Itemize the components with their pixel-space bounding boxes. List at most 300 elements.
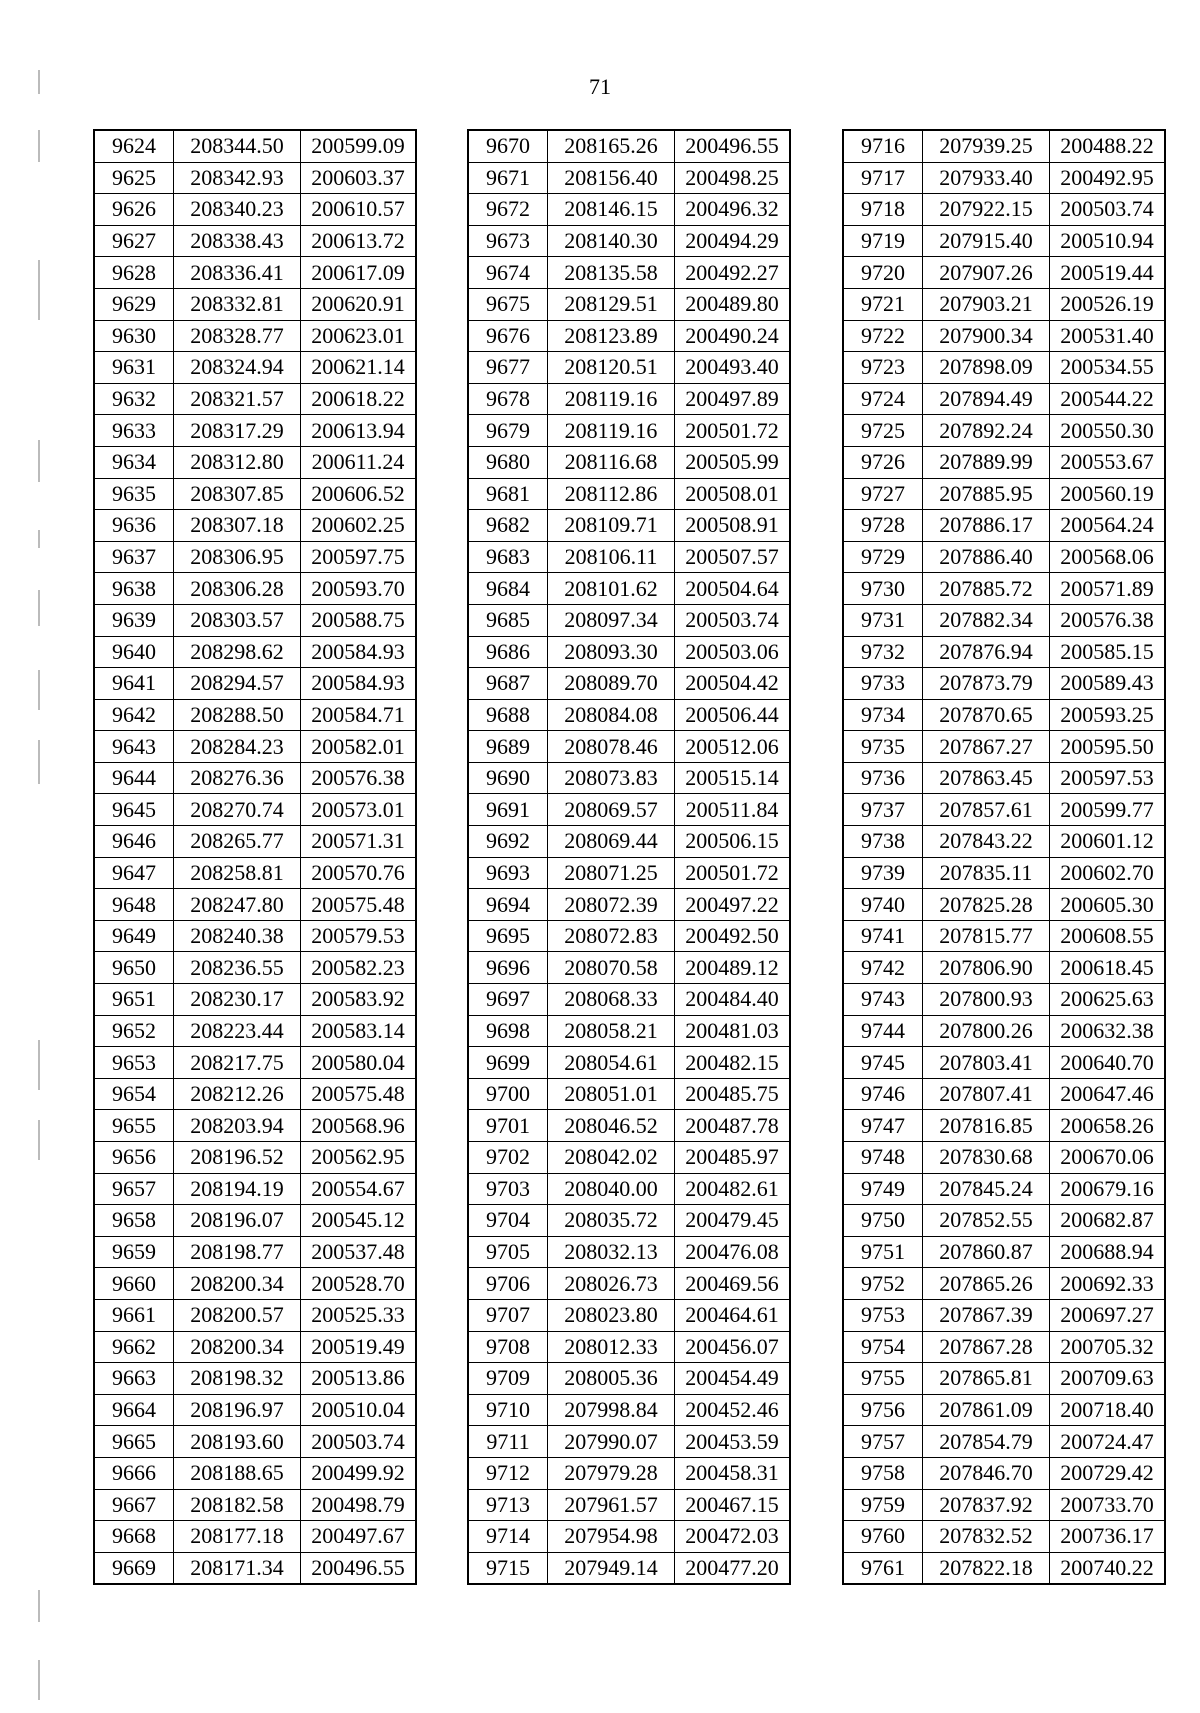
table-row <box>94 794 416 826</box>
x-coordinate-cell: 208146.15 <box>548 194 675 226</box>
table-row <box>468 920 790 952</box>
x-coordinate-cell: 208035.72 <box>548 1205 675 1237</box>
x-coordinate-cell: 207863.45 <box>923 762 1050 794</box>
table-row <box>843 1521 1165 1553</box>
point-id-cell: 9650 <box>94 952 174 984</box>
y-coordinate-cell: 200575.48 <box>301 1078 417 1110</box>
y-coordinate-cell: 200705.32 <box>1050 1331 1166 1363</box>
y-coordinate-cell: 200583.14 <box>301 1015 417 1047</box>
table-row <box>843 984 1165 1016</box>
table-row <box>468 1552 790 1584</box>
point-id-cell: 9630 <box>94 320 174 352</box>
y-coordinate-cell: 200508.01 <box>675 478 791 510</box>
y-coordinate-cell: 200729.42 <box>1050 1457 1166 1489</box>
x-coordinate-cell: 207907.26 <box>923 257 1050 289</box>
y-coordinate-cell: 200510.94 <box>1050 225 1166 257</box>
point-id-cell: 9627 <box>94 225 174 257</box>
y-coordinate-cell: 200588.75 <box>301 604 417 636</box>
point-id-cell: 9709 <box>468 1363 548 1395</box>
x-coordinate-cell: 208336.41 <box>174 257 301 289</box>
y-coordinate-cell: 200580.04 <box>301 1047 417 1079</box>
point-id-cell: 9651 <box>94 984 174 1016</box>
table-row <box>843 383 1165 415</box>
table-row <box>94 130 416 162</box>
point-id-cell: 9698 <box>468 1015 548 1047</box>
table-row <box>468 731 790 763</box>
y-coordinate-cell: 200452.46 <box>675 1394 791 1426</box>
point-id-cell: 9744 <box>843 1015 923 1047</box>
table-row <box>843 1426 1165 1458</box>
table-row <box>843 1142 1165 1174</box>
y-coordinate-cell: 200554.67 <box>301 1173 417 1205</box>
margin-mark <box>38 260 40 320</box>
y-coordinate-cell: 200472.03 <box>675 1521 791 1553</box>
point-id-cell: 9711 <box>468 1426 548 1458</box>
table-row <box>94 699 416 731</box>
y-coordinate-cell: 200496.32 <box>675 194 791 226</box>
x-coordinate-cell: 208089.70 <box>548 668 675 700</box>
y-coordinate-cell: 200583.92 <box>301 984 417 1016</box>
table-row <box>843 130 1165 162</box>
table-row <box>468 257 790 289</box>
x-coordinate-cell: 208101.62 <box>548 573 675 605</box>
x-coordinate-cell: 208307.85 <box>174 478 301 510</box>
y-coordinate-cell: 200724.47 <box>1050 1426 1166 1458</box>
table-row <box>843 415 1165 447</box>
table-row <box>94 668 416 700</box>
table-row <box>468 510 790 542</box>
y-coordinate-cell: 200490.24 <box>675 320 791 352</box>
point-id-cell: 9745 <box>843 1047 923 1079</box>
table-row <box>94 1047 416 1079</box>
table-row <box>94 1110 416 1142</box>
x-coordinate-cell: 208012.33 <box>548 1331 675 1363</box>
point-id-cell: 9740 <box>843 889 923 921</box>
table-row <box>94 352 416 384</box>
y-coordinate-cell: 200584.93 <box>301 668 417 700</box>
table-row <box>843 510 1165 542</box>
table-row <box>843 1015 1165 1047</box>
y-coordinate-cell: 200585.15 <box>1050 636 1166 668</box>
y-coordinate-cell: 200497.22 <box>675 889 791 921</box>
y-coordinate-cell: 200658.26 <box>1050 1110 1166 1142</box>
point-id-cell: 9732 <box>843 636 923 668</box>
point-id-cell: 9736 <box>843 762 923 794</box>
y-coordinate-cell: 200479.45 <box>675 1205 791 1237</box>
point-id-cell: 9691 <box>468 794 548 826</box>
x-coordinate-cell: 208340.23 <box>174 194 301 226</box>
x-coordinate-cell: 207892.24 <box>923 415 1050 447</box>
y-coordinate-cell: 200453.59 <box>675 1426 791 1458</box>
point-id-cell: 9754 <box>843 1331 923 1363</box>
x-coordinate-cell: 208240.38 <box>174 920 301 952</box>
x-coordinate-cell: 207865.81 <box>923 1363 1050 1395</box>
x-coordinate-cell: 207867.27 <box>923 731 1050 763</box>
table-row <box>843 446 1165 478</box>
point-id-cell: 9647 <box>94 857 174 889</box>
x-coordinate-cell: 207867.39 <box>923 1299 1050 1331</box>
y-coordinate-cell: 200492.50 <box>675 920 791 952</box>
x-coordinate-cell: 207800.93 <box>923 984 1050 1016</box>
y-coordinate-cell: 200718.40 <box>1050 1394 1166 1426</box>
x-coordinate-cell: 207835.11 <box>923 857 1050 889</box>
point-id-cell: 9635 <box>94 478 174 510</box>
x-coordinate-cell: 208230.17 <box>174 984 301 1016</box>
x-coordinate-cell: 207885.72 <box>923 573 1050 605</box>
table-row <box>94 162 416 194</box>
y-coordinate-cell: 200482.61 <box>675 1173 791 1205</box>
table-row <box>843 225 1165 257</box>
table-row <box>843 541 1165 573</box>
table-row <box>94 1489 416 1521</box>
table-row <box>468 1015 790 1047</box>
table-row <box>468 130 790 162</box>
table-row <box>468 1110 790 1142</box>
x-coordinate-cell: 208071.25 <box>548 857 675 889</box>
table-row <box>843 668 1165 700</box>
y-coordinate-cell: 200499.92 <box>301 1457 417 1489</box>
point-id-cell: 9689 <box>468 731 548 763</box>
table-row <box>94 478 416 510</box>
y-coordinate-cell: 200550.30 <box>1050 415 1166 447</box>
table-row <box>94 1426 416 1458</box>
table-row <box>94 194 416 226</box>
x-coordinate-cell: 207860.87 <box>923 1236 1050 1268</box>
x-coordinate-cell: 207949.14 <box>548 1552 675 1584</box>
table-row <box>468 1489 790 1521</box>
x-coordinate-cell: 207825.28 <box>923 889 1050 921</box>
point-id-cell: 9741 <box>843 920 923 952</box>
y-coordinate-cell: 200568.96 <box>301 1110 417 1142</box>
point-id-cell: 9664 <box>94 1394 174 1426</box>
x-coordinate-cell: 208306.28 <box>174 573 301 605</box>
x-coordinate-cell: 208054.61 <box>548 1047 675 1079</box>
table-row <box>468 288 790 320</box>
table-row <box>843 1552 1165 1584</box>
x-coordinate-cell: 208106.11 <box>548 541 675 573</box>
point-id-cell: 9654 <box>94 1078 174 1110</box>
point-id-cell: 9756 <box>843 1394 923 1426</box>
table-row <box>94 1299 416 1331</box>
table-row <box>94 1394 416 1426</box>
point-id-cell: 9707 <box>468 1299 548 1331</box>
point-id-cell: 9727 <box>843 478 923 510</box>
point-id-cell: 9653 <box>94 1047 174 1079</box>
table-row <box>843 162 1165 194</box>
point-id-cell: 9713 <box>468 1489 548 1521</box>
table-row <box>468 478 790 510</box>
table-row <box>843 1236 1165 1268</box>
point-id-cell: 9702 <box>468 1142 548 1174</box>
point-id-cell: 9692 <box>468 826 548 858</box>
y-coordinate-cell: 200492.95 <box>1050 162 1166 194</box>
table-row <box>468 162 790 194</box>
x-coordinate-cell: 208073.83 <box>548 762 675 794</box>
point-id-cell: 9632 <box>94 383 174 415</box>
y-coordinate-cell: 200692.33 <box>1050 1268 1166 1300</box>
point-id-cell: 9761 <box>843 1552 923 1584</box>
table-row <box>94 573 416 605</box>
point-id-cell: 9737 <box>843 794 923 826</box>
x-coordinate-cell: 208200.57 <box>174 1299 301 1331</box>
y-coordinate-cell: 200625.63 <box>1050 984 1166 1016</box>
x-coordinate-cell: 208005.36 <box>548 1363 675 1395</box>
x-coordinate-cell: 208068.33 <box>548 984 675 1016</box>
y-coordinate-cell: 200602.25 <box>301 510 417 542</box>
x-coordinate-cell: 207889.99 <box>923 446 1050 478</box>
point-id-cell: 9670 <box>468 130 548 162</box>
x-coordinate-cell: 207990.07 <box>548 1426 675 1458</box>
table-row <box>94 1552 416 1584</box>
y-coordinate-cell: 200608.55 <box>1050 920 1166 952</box>
x-coordinate-cell: 208198.32 <box>174 1363 301 1395</box>
point-id-cell: 9676 <box>468 320 548 352</box>
y-coordinate-cell: 200606.52 <box>301 478 417 510</box>
x-coordinate-cell: 207837.92 <box>923 1489 1050 1521</box>
point-id-cell: 9751 <box>843 1236 923 1268</box>
y-coordinate-cell: 200589.43 <box>1050 668 1166 700</box>
x-coordinate-cell: 208284.23 <box>174 731 301 763</box>
point-id-cell: 9684 <box>468 573 548 605</box>
point-id-cell: 9648 <box>94 889 174 921</box>
point-id-cell: 9667 <box>94 1489 174 1521</box>
x-coordinate-cell: 208217.75 <box>174 1047 301 1079</box>
point-id-cell: 9719 <box>843 225 923 257</box>
margin-mark <box>38 130 40 162</box>
y-coordinate-cell: 200697.27 <box>1050 1299 1166 1331</box>
margin-mark <box>38 530 40 548</box>
x-coordinate-cell: 207894.49 <box>923 383 1050 415</box>
table-row <box>468 1457 790 1489</box>
y-coordinate-cell: 200506.44 <box>675 699 791 731</box>
x-coordinate-cell: 208338.43 <box>174 225 301 257</box>
y-coordinate-cell: 200503.74 <box>675 604 791 636</box>
point-id-cell: 9646 <box>94 826 174 858</box>
point-id-cell: 9644 <box>94 762 174 794</box>
margin-mark <box>38 70 40 94</box>
point-id-cell: 9735 <box>843 731 923 763</box>
table-row <box>94 1142 416 1174</box>
table-row <box>468 1299 790 1331</box>
point-id-cell: 9641 <box>94 668 174 700</box>
table-row <box>843 857 1165 889</box>
table-row <box>843 826 1165 858</box>
y-coordinate-cell: 200613.72 <box>301 225 417 257</box>
point-id-cell: 9730 <box>843 573 923 605</box>
x-coordinate-cell: 208119.16 <box>548 383 675 415</box>
point-id-cell: 9671 <box>468 162 548 194</box>
table-row <box>843 257 1165 289</box>
table-row <box>843 320 1165 352</box>
table-row <box>843 1363 1165 1395</box>
point-id-cell: 9683 <box>468 541 548 573</box>
point-id-cell: 9746 <box>843 1078 923 1110</box>
point-id-cell: 9669 <box>94 1552 174 1584</box>
table-row <box>468 446 790 478</box>
y-coordinate-cell: 200688.94 <box>1050 1236 1166 1268</box>
y-coordinate-cell: 200621.14 <box>301 352 417 384</box>
x-coordinate-cell: 208023.80 <box>548 1299 675 1331</box>
y-coordinate-cell: 200568.06 <box>1050 541 1166 573</box>
x-coordinate-cell: 208129.51 <box>548 288 675 320</box>
table-row <box>468 1173 790 1205</box>
point-id-cell: 9750 <box>843 1205 923 1237</box>
point-id-cell: 9755 <box>843 1363 923 1395</box>
x-coordinate-cell: 208344.50 <box>174 130 301 162</box>
x-coordinate-cell: 207822.18 <box>923 1552 1050 1584</box>
x-coordinate-cell: 208042.02 <box>548 1142 675 1174</box>
y-coordinate-cell: 200506.15 <box>675 826 791 858</box>
point-id-cell: 9752 <box>843 1268 923 1300</box>
point-id-cell: 9656 <box>94 1142 174 1174</box>
point-id-cell: 9678 <box>468 383 548 415</box>
point-id-cell: 9703 <box>468 1173 548 1205</box>
y-coordinate-cell: 200501.72 <box>675 857 791 889</box>
x-coordinate-cell: 208312.80 <box>174 446 301 478</box>
table-row <box>468 1078 790 1110</box>
y-coordinate-cell: 200485.97 <box>675 1142 791 1174</box>
y-coordinate-cell: 200599.09 <box>301 130 417 162</box>
table-row <box>468 668 790 700</box>
table-row <box>94 1268 416 1300</box>
y-coordinate-cell: 200599.77 <box>1050 794 1166 826</box>
point-id-cell: 9640 <box>94 636 174 668</box>
table-row <box>468 383 790 415</box>
point-id-cell: 9699 <box>468 1047 548 1079</box>
x-coordinate-cell: 207815.77 <box>923 920 1050 952</box>
point-id-cell: 9742 <box>843 952 923 984</box>
y-coordinate-cell: 200603.37 <box>301 162 417 194</box>
x-coordinate-cell: 207876.94 <box>923 636 1050 668</box>
y-coordinate-cell: 200733.70 <box>1050 1489 1166 1521</box>
x-coordinate-cell: 208288.50 <box>174 699 301 731</box>
margin-mark <box>38 440 40 482</box>
x-coordinate-cell: 207870.65 <box>923 699 1050 731</box>
point-id-cell: 9739 <box>843 857 923 889</box>
point-id-cell: 9718 <box>843 194 923 226</box>
y-coordinate-cell: 200582.01 <box>301 731 417 763</box>
y-coordinate-cell: 200496.55 <box>301 1552 417 1584</box>
point-id-cell: 9685 <box>468 604 548 636</box>
point-id-cell: 9657 <box>94 1173 174 1205</box>
point-id-cell: 9758 <box>843 1457 923 1489</box>
table-row <box>94 1363 416 1395</box>
table-row <box>843 699 1165 731</box>
y-coordinate-cell: 200611.24 <box>301 446 417 478</box>
point-id-cell: 9714 <box>468 1521 548 1553</box>
y-coordinate-cell: 200564.24 <box>1050 510 1166 542</box>
x-coordinate-cell: 208196.97 <box>174 1394 301 1426</box>
point-id-cell: 9705 <box>468 1236 548 1268</box>
table-row <box>94 320 416 352</box>
table-row <box>94 1015 416 1047</box>
point-id-cell: 9701 <box>468 1110 548 1142</box>
point-id-cell: 9696 <box>468 952 548 984</box>
y-coordinate-cell: 200489.80 <box>675 288 791 320</box>
x-coordinate-cell: 207900.34 <box>923 320 1050 352</box>
x-coordinate-cell: 208212.26 <box>174 1078 301 1110</box>
y-coordinate-cell: 200597.53 <box>1050 762 1166 794</box>
x-coordinate-cell: 207867.28 <box>923 1331 1050 1363</box>
x-coordinate-cell: 208307.18 <box>174 510 301 542</box>
table-row <box>94 1457 416 1489</box>
table-row <box>468 320 790 352</box>
y-coordinate-cell: 200617.09 <box>301 257 417 289</box>
table-row <box>94 1205 416 1237</box>
x-coordinate-cell: 208112.86 <box>548 478 675 510</box>
x-coordinate-cell: 208194.19 <box>174 1173 301 1205</box>
x-coordinate-cell: 208051.01 <box>548 1078 675 1110</box>
coordinates-table-3 <box>842 129 1166 1585</box>
y-coordinate-cell: 200489.12 <box>675 952 791 984</box>
y-coordinate-cell: 200679.16 <box>1050 1173 1166 1205</box>
y-coordinate-cell: 200632.38 <box>1050 1015 1166 1047</box>
point-id-cell: 9626 <box>94 194 174 226</box>
y-coordinate-cell: 200510.04 <box>301 1394 417 1426</box>
x-coordinate-cell: 208058.21 <box>548 1015 675 1047</box>
table-row <box>468 1394 790 1426</box>
table-row <box>468 225 790 257</box>
point-id-cell: 9672 <box>468 194 548 226</box>
table-row <box>843 1268 1165 1300</box>
table-row <box>94 952 416 984</box>
table-row <box>468 826 790 858</box>
table-row <box>843 194 1165 226</box>
y-coordinate-cell: 200505.99 <box>675 446 791 478</box>
table-row <box>843 1331 1165 1363</box>
coordinates-table-1 <box>93 129 417 1585</box>
table-row <box>94 762 416 794</box>
x-coordinate-cell: 208156.40 <box>548 162 675 194</box>
y-coordinate-cell: 200501.72 <box>675 415 791 447</box>
y-coordinate-cell: 200537.48 <box>301 1236 417 1268</box>
table-row <box>843 952 1165 984</box>
point-id-cell: 9629 <box>94 288 174 320</box>
y-coordinate-cell: 200575.48 <box>301 889 417 921</box>
y-coordinate-cell: 200573.01 <box>301 794 417 826</box>
y-coordinate-cell: 200519.44 <box>1050 257 1166 289</box>
table-row <box>843 1299 1165 1331</box>
y-coordinate-cell: 200576.38 <box>301 762 417 794</box>
table-row <box>843 573 1165 605</box>
x-coordinate-cell: 208200.34 <box>174 1331 301 1363</box>
y-coordinate-cell: 200601.12 <box>1050 826 1166 858</box>
point-id-cell: 9655 <box>94 1110 174 1142</box>
y-coordinate-cell: 200736.17 <box>1050 1521 1166 1553</box>
table-row <box>94 288 416 320</box>
table-row <box>468 1236 790 1268</box>
y-coordinate-cell: 200481.03 <box>675 1015 791 1047</box>
point-id-cell: 9726 <box>843 446 923 478</box>
table-row <box>843 1457 1165 1489</box>
margin-mark <box>38 1590 40 1622</box>
table-row <box>94 1236 416 1268</box>
x-coordinate-cell: 207882.34 <box>923 604 1050 636</box>
point-id-cell: 9624 <box>94 130 174 162</box>
x-coordinate-cell: 207885.95 <box>923 478 1050 510</box>
point-id-cell: 9628 <box>94 257 174 289</box>
point-id-cell: 9757 <box>843 1426 923 1458</box>
y-coordinate-cell: 200545.12 <box>301 1205 417 1237</box>
point-id-cell: 9706 <box>468 1268 548 1300</box>
table-row <box>843 1205 1165 1237</box>
point-id-cell: 9731 <box>843 604 923 636</box>
table-row <box>468 415 790 447</box>
y-coordinate-cell: 200503.06 <box>675 636 791 668</box>
point-id-cell: 9717 <box>843 162 923 194</box>
table-row <box>468 952 790 984</box>
x-coordinate-cell: 208177.18 <box>174 1521 301 1553</box>
